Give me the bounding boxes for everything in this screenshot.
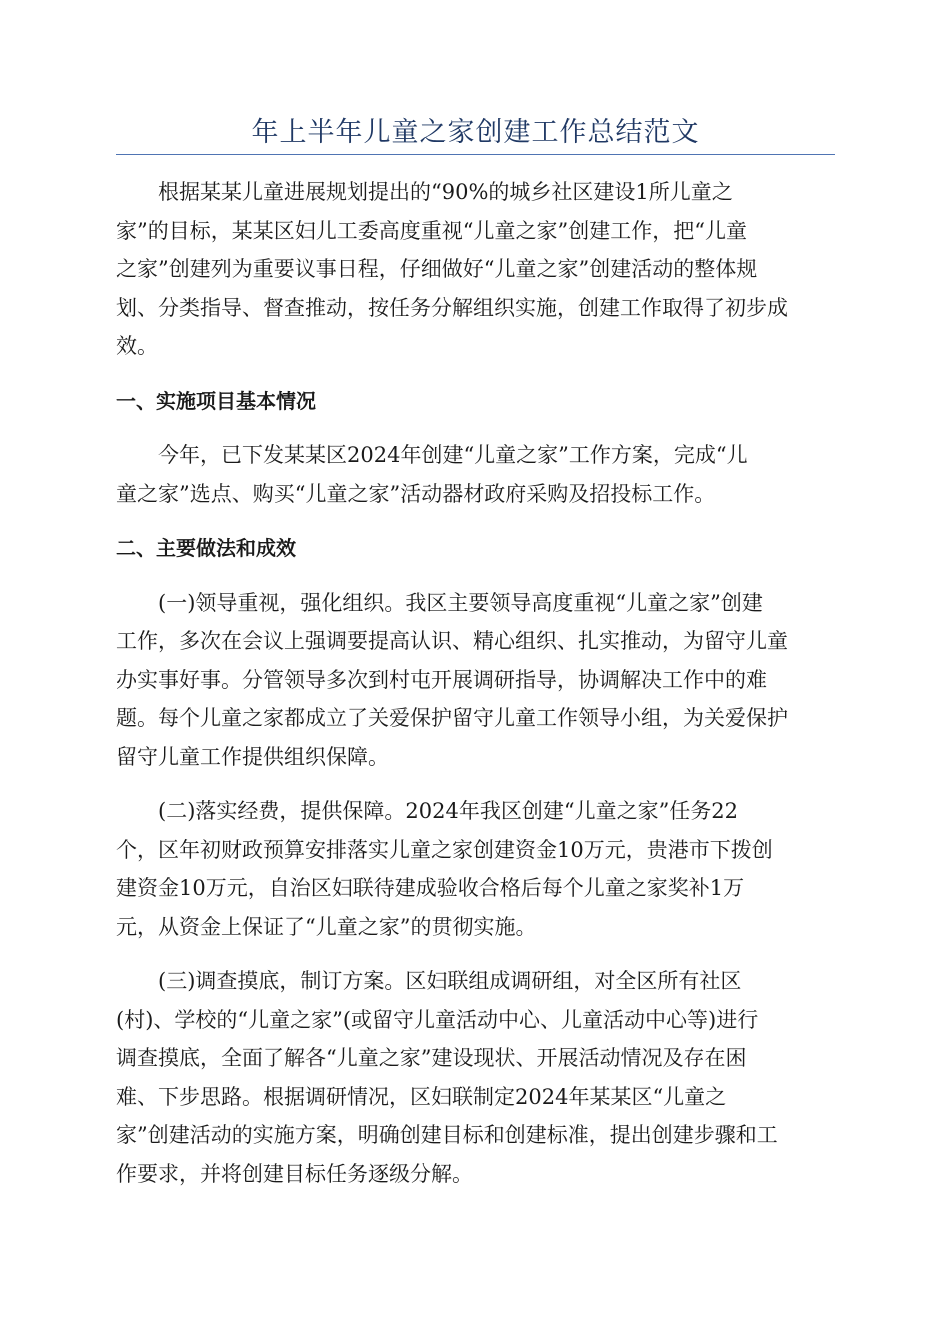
paragraph-line: (村)、学校的“儿童之家”(或留守儿童活动中心、儿童活动中心等)进行 [116, 1007, 759, 1032]
section-1-paragraph [116, 436, 835, 513]
paragraph-line: 调查摸底，全面了解各“儿童之家”建设现状、开展活动情况及存在困 [116, 1046, 747, 1070]
paragraph-line: 难、下步思路。根据调研情况，区妇联制定2024年某某区“儿童之 [116, 1084, 727, 1109]
paragraph-line: 工作，多次在会议上强调要提高认识、精心组织、扎实推动，为留守儿童 [116, 629, 788, 653]
paragraph-line: 家”的目标，某某区妇儿工委高度重视“儿童之家”创建工作，把“儿童 [116, 218, 747, 243]
section-2-paragraph-2 [116, 792, 835, 946]
paragraph-line: 作要求，并将创建目标任务逐级分解。 [116, 1161, 473, 1186]
section-heading-2: 二、主要做法和成效 [116, 536, 296, 560]
section-2-paragraph-3 [116, 962, 835, 1193]
paragraph-line: 元，从资金上保证了“儿童之家”的贯彻实施。 [116, 914, 537, 939]
paragraph-line: 办实事好事。分管领导多次到村屯开展调研指导，协调解决工作中的难 [116, 667, 767, 692]
intro-paragraph [116, 173, 835, 366]
paragraph-line: 个，区年初财政预算安排落实儿童之家创建资金10万元，贵港市下拨创 [116, 837, 773, 862]
paragraph-line: 效。 [116, 334, 158, 358]
section-2-paragraph-1 [116, 584, 835, 777]
document-body [116, 173, 835, 1209]
paragraph-line: 童之家”选点、购买“儿童之家”活动器材政府采购及招投标工作。 [116, 481, 716, 506]
paragraph-line: (一)领导重视，强化组织。我区主要领导高度重视“儿童之家”创建 [158, 590, 763, 615]
document-title: 年上半年儿童之家创建工作总结范文 [116, 112, 835, 155]
paragraph-line: 家”创建活动的实施方案，明确创建目标和创建标准，提出创建步骤和工 [116, 1123, 778, 1147]
paragraph-line: (二)落实经费，提供保障。2024年我区创建“儿童之家”任务22 [158, 799, 739, 823]
paragraph-line: 根据某某儿童进展规划提出的“90%的城乡社区建设1所儿童之 [158, 180, 733, 204]
paragraph-line: 留守儿童工作提供组织保障。 [116, 744, 389, 769]
paragraph-line: (三)调查摸底，制订方案。区妇联组成调研组，对全区所有社区 [158, 969, 742, 993]
paragraph-line: 之家”创建列为重要议事日程，仔细做好“儿童之家”创建活动的整体规 [116, 257, 758, 281]
paragraph-line: 今年，已下发某某区2024年创建“儿童之家”工作方案，完成“儿 [158, 443, 748, 467]
paragraph-line: 题。每个儿童之家都成立了关爱保护留守儿童工作领导小组，为关爱保护 [116, 706, 788, 730]
paragraph-line: 划、分类指导、督查推动，按任务分解组织实施，创建工作取得了初步成 [116, 295, 788, 320]
paragraph-line: 建资金10万元，自治区妇联待建成验收合格后每个儿童之家奖补1万 [116, 876, 745, 900]
section-heading-1: 一、实施项目基本情况 [116, 388, 316, 413]
